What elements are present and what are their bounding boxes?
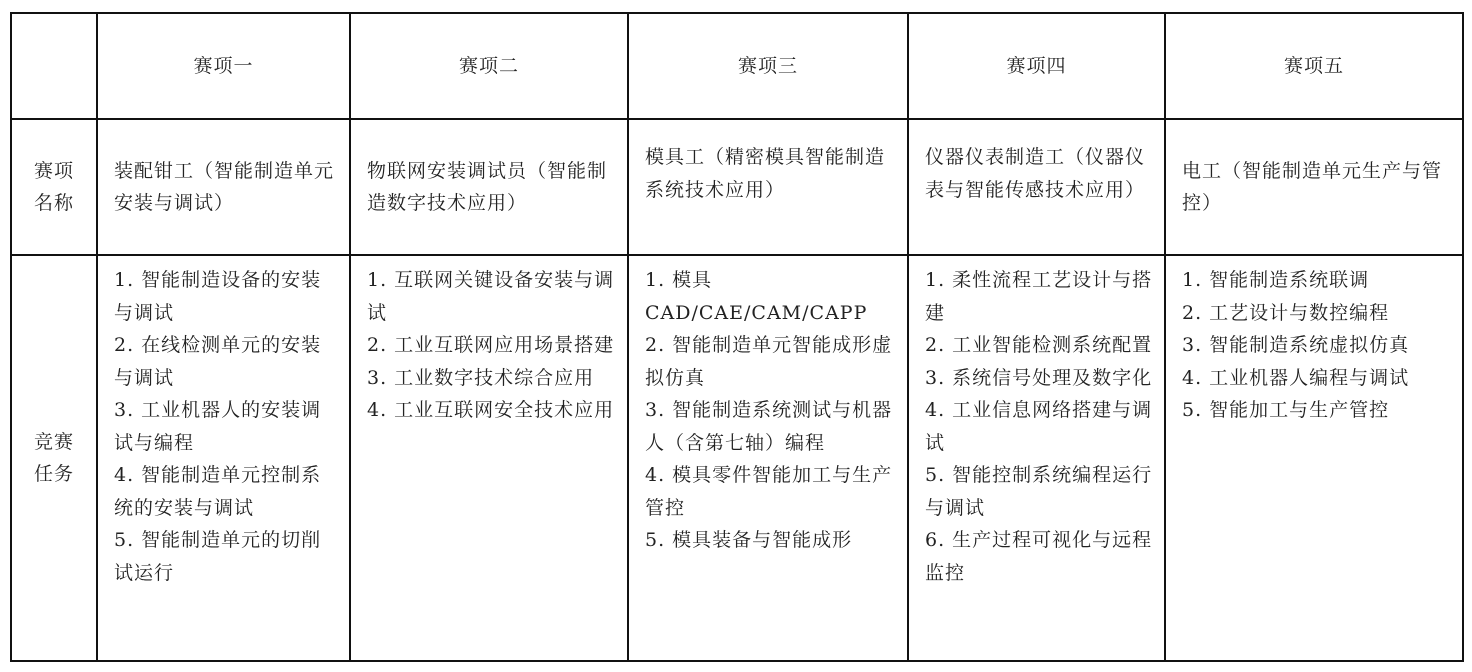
- tasks-event-1: [97, 255, 350, 661]
- task-item: 2. 在线检测单元的安装与调试: [114, 334, 322, 389]
- task-item: 2. 智能制造单元智能成形虚拟仿真: [645, 334, 893, 389]
- row-label-text: 赛项名称: [33, 159, 74, 214]
- header-event-2: 赛项二: [350, 13, 628, 119]
- tasks-event-2: [350, 255, 628, 661]
- task-item: 5. 智能制造单元的切削试运行: [114, 529, 322, 584]
- event-name-4: 仪器仪表制造工（仪器仪表与智能传感技术应用）: [908, 119, 1165, 255]
- event-name-3: 模具工（精密模具智能制造系统技术应用）: [628, 119, 908, 255]
- task-item: 4. 模具零件智能加工与生产管控: [645, 464, 893, 519]
- header-row: [11, 13, 1463, 119]
- header-corner-cell: [11, 13, 97, 119]
- task-item: 4. 智能制造单元控制系统的安装与调试: [114, 464, 322, 519]
- row-label-event-name: [11, 119, 97, 255]
- task-item: 3. 系统信号处理及数字化: [925, 366, 1153, 389]
- task-item: 2. 工业智能检测系统配置: [925, 334, 1153, 356]
- task-item: 5. 模具装备与智能成形: [645, 529, 853, 551]
- task-item: 2. 工业互联网应用场景搭建: [367, 334, 615, 356]
- event-name-row: [11, 119, 1463, 255]
- row-label-competition-tasks: [11, 255, 97, 661]
- tasks-event-5: [1165, 255, 1463, 661]
- task-item: 3. 工业数字技术综合应用: [367, 366, 595, 389]
- task-item: 4. 工业互联网安全技术应用: [367, 399, 615, 421]
- task-item: 1. 柔性流程工艺设计与搭建: [925, 269, 1153, 324]
- task-item: 5. 智能加工与生产管控: [1182, 399, 1390, 421]
- task-item: 1. 智能制造设备的安装与调试: [114, 269, 322, 324]
- event-name-2: 物联网安装调试员（智能制造数字技术应用）: [350, 119, 628, 255]
- task-item: 4. 工业信息网络搭建与调试: [925, 399, 1153, 454]
- row-label-text: 竞赛任务: [33, 430, 74, 485]
- event-name-5: 电工（智能制造单元生产与管控）: [1165, 119, 1463, 255]
- header-event-5: 赛项五: [1165, 13, 1463, 119]
- task-item: 6. 生产过程可视化与远程监控: [925, 529, 1153, 584]
- header-event-3: 赛项三: [628, 13, 908, 119]
- task-item: 5. 智能控制系统编程运行与调试: [925, 464, 1153, 519]
- event-name-1: 装配钳工（智能制造单元安装与调试）: [97, 119, 350, 255]
- header-event-1: 赛项一: [97, 13, 350, 119]
- task-item: 2. 工艺设计与数控编程: [1182, 301, 1390, 324]
- task-item: 3. 工业机器人的安装调试与编程: [114, 399, 322, 454]
- task-item: 3. 智能制造系统测试与机器人（含第七轴）编程: [645, 399, 893, 454]
- tasks-event-4: [908, 255, 1165, 661]
- tasks-event-3: [628, 255, 908, 661]
- task-item: 1. 互联网关键设备安装与调试: [367, 269, 615, 324]
- competition-tasks-row: [11, 255, 1463, 661]
- task-item: 3. 智能制造系统虚拟仿真: [1182, 334, 1410, 356]
- task-item: 4. 工业机器人编程与调试: [1182, 366, 1410, 389]
- competition-table: [10, 12, 1464, 662]
- task-item: 1. 智能制造系统联调: [1182, 269, 1370, 291]
- task-item: 1. 模具 CAD/CAE/CAM/CAPP: [645, 269, 868, 324]
- header-event-4: 赛项四: [908, 13, 1165, 119]
